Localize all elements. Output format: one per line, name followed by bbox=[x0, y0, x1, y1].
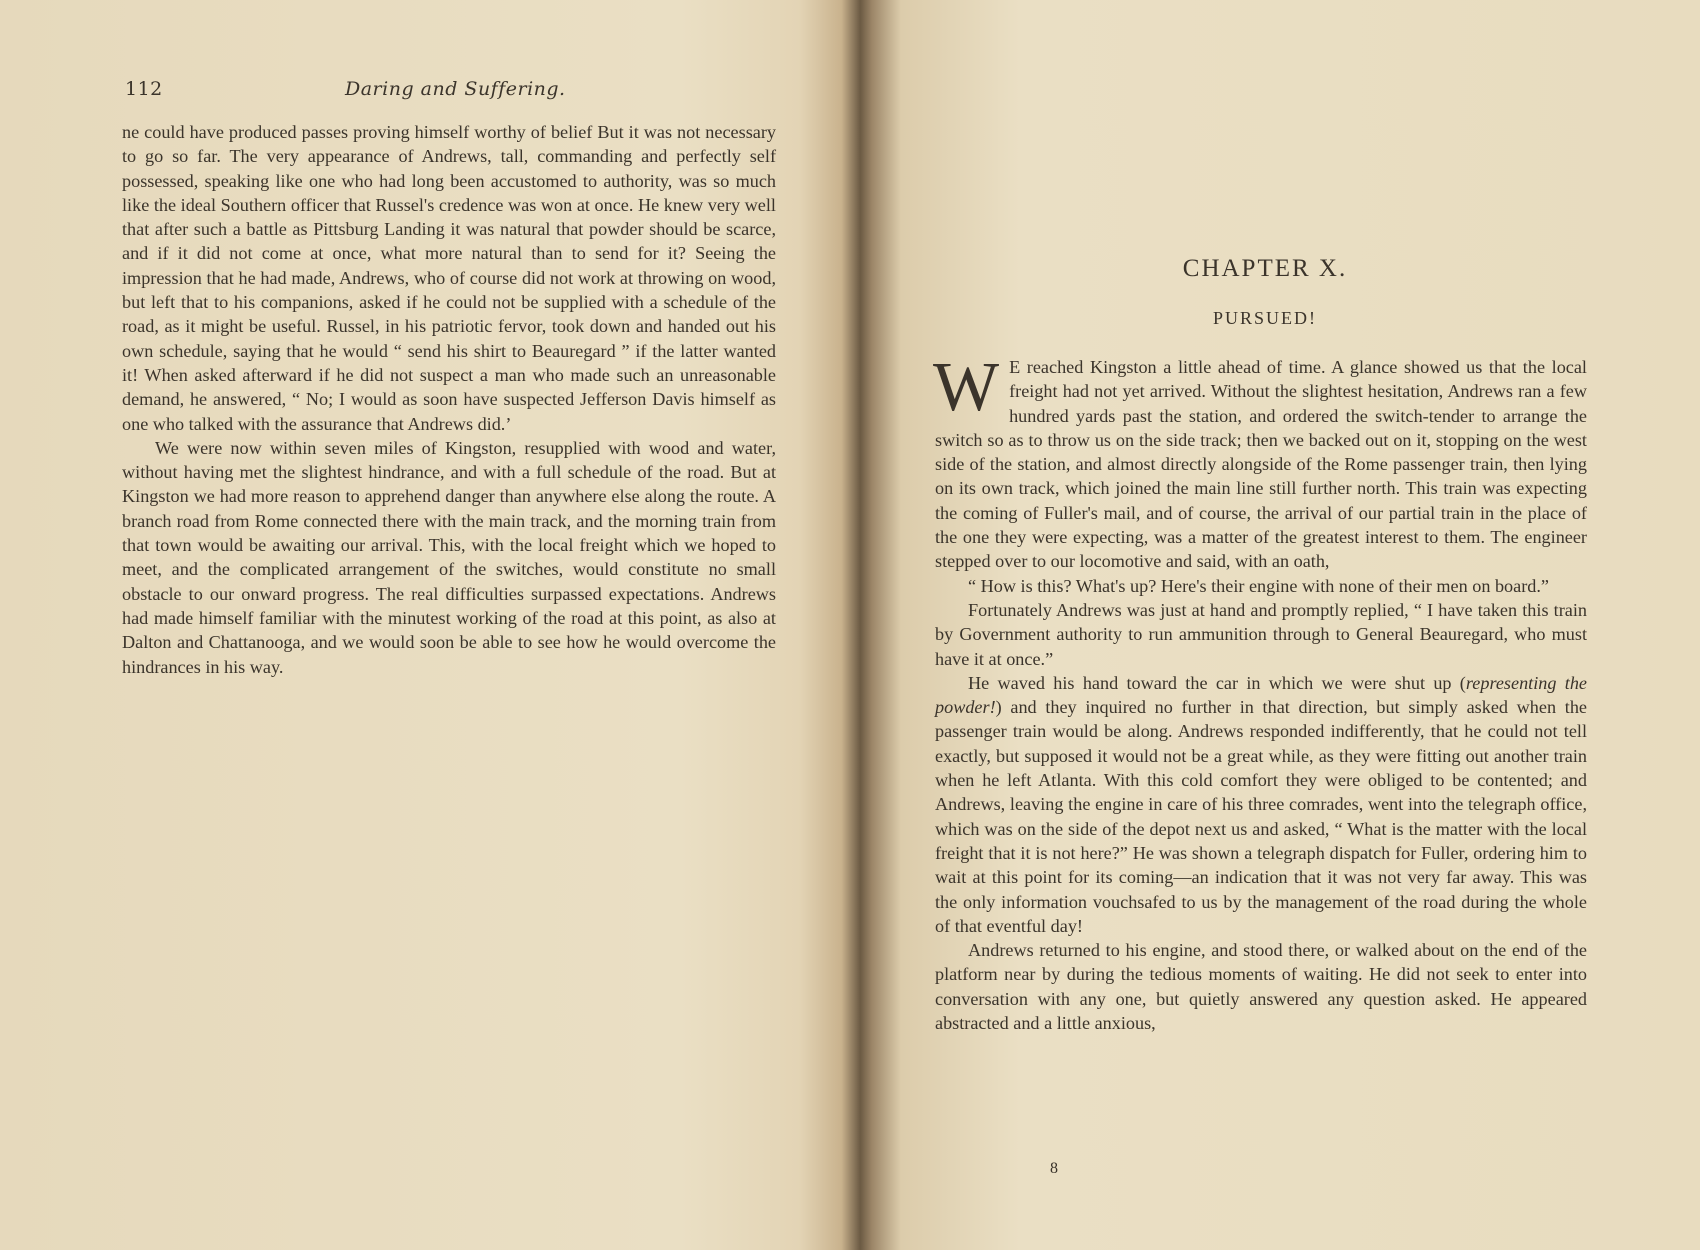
paragraph bbox=[933, 349, 1587, 574]
left-body-text bbox=[122, 120, 776, 679]
running-title: Daring and Suffering. bbox=[345, 78, 566, 100]
running-head bbox=[125, 78, 765, 106]
paragraph-text: E reached Kingston a little ahead of time. A glance showed us that the local freight had not yet arrived. Without the slightest hesitation, Andrews ran a few hundred yards past the station, and ordered the switch-tender to arrange the switch so as to throw us on the side track; then we backed out on it, stopping on the west side of the station, and almost directly alongside of the Rome passenger train, then lying on its own track, which joined the main line still further north. This train was expecting the coming of Fuller's mail, and of course, the arrival of our partial train in the place of the one they were expecting, was a matter of the greatest interest to them. The engineer stepped over to our locomotive and said, with an oath, bbox=[935, 357, 1587, 572]
paragraph: “ How is this? What's up? Here's their engine with none of their men on board.” bbox=[968, 575, 1549, 596]
left-page bbox=[0, 0, 845, 1250]
drop-cap: W bbox=[933, 349, 1000, 426]
right-page bbox=[855, 0, 1700, 1250]
chapter-number: CHAPTER X. bbox=[1182, 255, 1348, 282]
paragraph bbox=[935, 671, 1587, 938]
paragraph: Fortunately Andrews was just at hand and promptly replied, “ I have taken this train by Government authority to run ammunition through to General Beauregard, who must have it at once.” bbox=[935, 599, 1587, 669]
paragraph: Andrews returned to his engine, and stood there, or walked about on the end of the platform near by during the tedious moments of waiting. He did not seek to enter into conversation with any one, but quietly answered any question asked. He appeared abstracted and a little anxious, bbox=[935, 940, 1587, 1034]
paragraph-text: ) and they inquired no further in that direction, but simply asked when the passenger train would be along. Andrews responded indifferently, that he could not tell exactly, but supposed it would not be a great while, as they were fitting out another train when he left Atlanta. With this cold comfort they were obliged to be contented; and Andrews, leaving the engine in care of his three comrades, went into the telegraph office, which was on the side of the depot next us and asked, “ What is the matter with the local freight that it is not here?” He was shown a telegraph dispatch for Fuller, ordering him to wait at this point for its coming—an indication that it was not very far away. This was the only information vouchsafed to us by the management of the road during the whole of that eventful day! bbox=[935, 697, 1587, 936]
page-number: 112 bbox=[125, 78, 163, 100]
right-body-text bbox=[933, 349, 1587, 1035]
chapter-title: PURSUED! bbox=[1212, 308, 1317, 328]
paragraph-text: He waved his hand toward the car in which we were shut up ( bbox=[968, 672, 1466, 693]
italic-phrase: representing the powder! bbox=[935, 672, 1587, 718]
paragraph: We were now within seven miles of Kingston, resupplied with wood and water, without having met the slightest hindrance, and with a full schedule of the road. But at Kingston we had more reason to apprehend danger than anywhere else along the route. A branch road from Rome connected there with the main track, and the morning train from that town would be awaiting our arrival. This, with the local freight which we hoped to meet, and the complicated arrangement of the switches, would constitute no small obstacle to our onward progress. The real difficulties surpassed expectations. Andrews had made himself familiar with the minutest working of the road at this point, as also at Dalton and Chattanooga, and we would soon be able to see how he would overcome the hindrances in his way. bbox=[122, 437, 776, 677]
paragraph: ne could have produced passes proving himself worthy of belief But it was not necessary to go so far. The very appearance of Andrews, tall, commanding and perfectly self possessed, speaking like one who had long been accustomed to authority, was so much like the ideal Southern officer that Russel's credence was won at once. He knew very well that after such a battle as Pittsburg Landing it was natural that powder should be scarce, and if it did not come at once, what more natural than to send for it? Seeing the impression that he had made, Andrews, who of course did not work at throwing on wood, but left that to his companions, asked if he could not be supplied with a schedule of the road, as it might be useful. Russel, in his patriotic fervor, took down and handed out his own schedule, saying that he would “ send his shirt to Beauregard ” if the latter wanted it! When asked afterward if he did not suspect a man who made such an unreasonable demand, he answered, “ No; I would as soon have suspected Jefferson Davis himself as one who talked with the assurance that Andrews did.’ bbox=[122, 122, 776, 434]
signature-mark: 8 bbox=[1050, 1160, 1058, 1177]
